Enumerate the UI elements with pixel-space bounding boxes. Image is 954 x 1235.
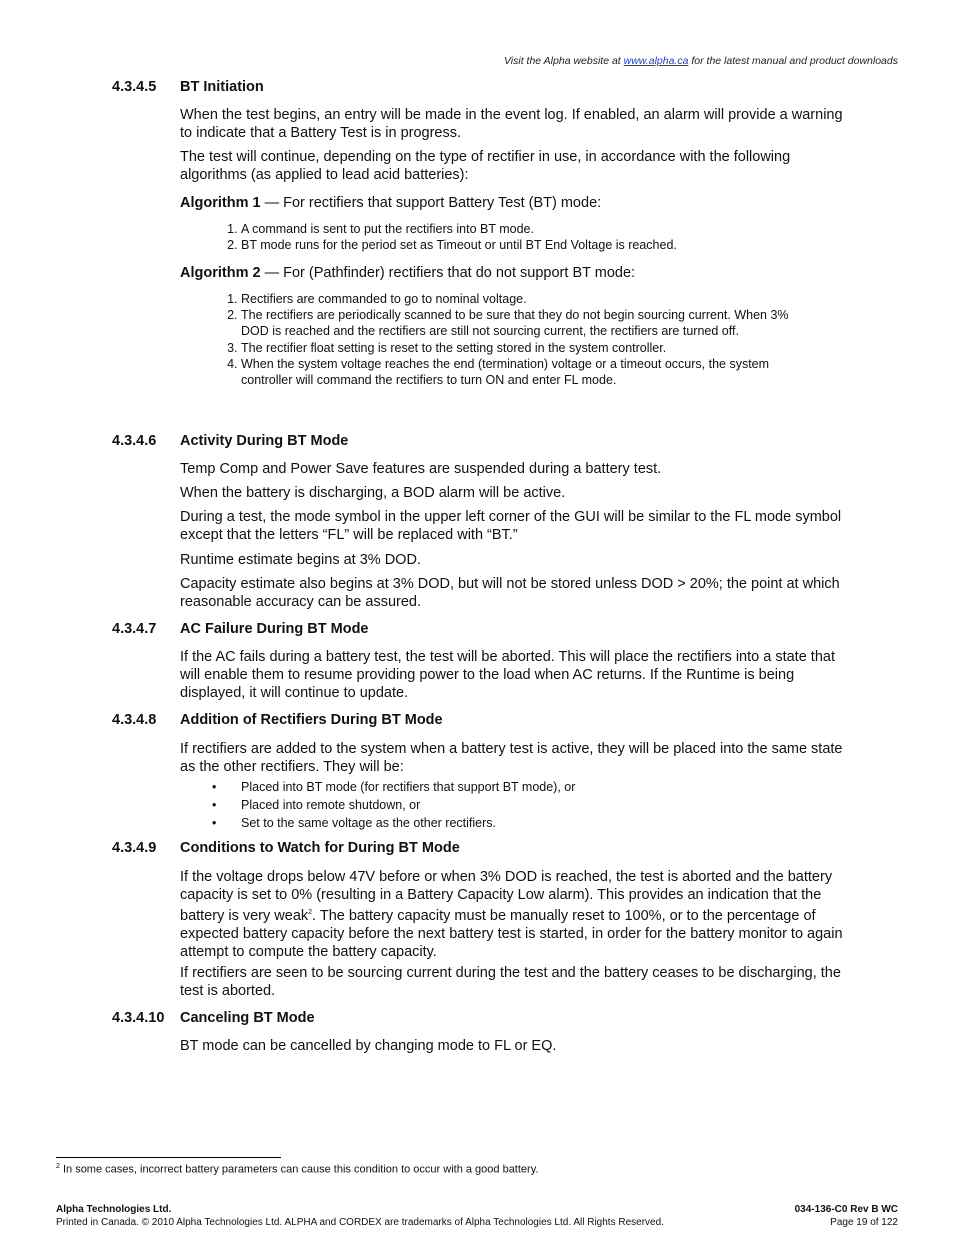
- algorithm-1-steps: [221, 221, 801, 253]
- section-number: 4.3.4.7: [112, 621, 157, 637]
- paragraph: [180, 868, 845, 961]
- footnote: [56, 1163, 538, 1176]
- paragraph-text: . The battery capacity must be manually reset to 100%, or to the percentage of expected battery capacity before the next battery test is started, in order for the battery monitor to again attempt to compute the battery capacity.: [180, 907, 843, 960]
- list-item: 1. Rectifiers are commanded to go to nominal voltage.: [241, 291, 801, 307]
- page-header: [504, 55, 898, 67]
- footnote-text: In some cases, incorrect battery parameters can cause this condition to occur with a good battery.: [59, 1163, 539, 1176]
- document-id: 034-136-C0 Rev B WC: [794, 1204, 898, 1215]
- section-heading-activity-during-bt: [112, 433, 348, 449]
- header-text-post: for the latest manual and product downloads: [688, 55, 898, 67]
- section-title: Canceling BT Mode: [180, 1010, 315, 1026]
- list-item: 2. BT mode runs for the period set as Timeout or until BT End Voltage is reached.: [241, 237, 801, 253]
- list-item: 2. The rectifiers are periodically scanned to be sure that they do not begin sourcing current. When 3% DOD is reached and the rectifiers are still not sourcing current, the rectifiers are turned off.: [241, 307, 801, 339]
- bullet-icon: •: [212, 780, 217, 794]
- page-number: Page 19 of 122: [830, 1216, 898, 1228]
- list-item: [212, 779, 792, 797]
- header-text-pre: Visit the Alpha website at: [503, 55, 624, 67]
- rectifier-states-list: [212, 779, 792, 833]
- list-item: 1. A command is sent to put the rectifiers into BT mode.: [241, 221, 801, 237]
- paragraph: Capacity estimate also begins at 3% DOD, but will not be stored unless DOD > 20%; the point at which reasonable accuracy can be assured.: [180, 576, 840, 610]
- paragraph-text: If the voltage drops below 47V before or when 3% DOD is reached, the test is aborted and the battery capacity is set to 0% (resulting in a Battery Capacity Low alarm). This provides an indication that the battery is very weak: [180, 869, 833, 924]
- footnote-reference[interactable]: 2: [308, 909, 313, 916]
- section-title: Conditions to Watch for During BT Mode: [180, 840, 460, 856]
- paragraph: The test will continue, depending on the type of rectifier in use, in accordance with the following algorithms (as applied to lead acid batteries):: [180, 149, 791, 183]
- algorithm-description: — For (Pathfinder) rectifiers that do not support BT mode:: [260, 265, 636, 281]
- algorithm-2-steps: [221, 291, 801, 388]
- list-item-text: Set to the same voltage as the other rectifiers.: [241, 816, 496, 830]
- paragraph: BT mode can be cancelled by changing mode to FL or EQ.: [180, 1038, 557, 1054]
- copyright-notice: Printed in Canada. © 2010 Alpha Technologies Ltd. ALPHA and CORDEX are trademarks of Alpha Technologies Ltd. All Rights Reserved.: [56, 1216, 664, 1228]
- footnote-divider: [56, 1157, 281, 1158]
- paragraph: If rectifiers are added to the system when a battery test is active, they will be placed into the same state as the other rectifiers. They will be:: [180, 741, 843, 775]
- company-name: Alpha Technologies Ltd.: [56, 1204, 172, 1215]
- section-number: 4.3.4.5: [112, 79, 157, 95]
- footnote-number: 2: [56, 1163, 60, 1170]
- section-number: 4.3.4.10: [112, 1010, 165, 1026]
- alpha-website-link[interactable]: www.alpha.ca: [623, 55, 689, 67]
- section-number: 4.3.4.9: [112, 840, 157, 856]
- list-item: 4. When the system voltage reaches the end (termination) voltage or a timeout occurs, the system controller will command the rectifiers to turn ON and enter FL mode.: [241, 356, 801, 388]
- section-title: Activity During BT Mode: [180, 433, 349, 449]
- paragraph: Temp Comp and Power Save features are suspended during a battery test.: [180, 461, 662, 477]
- list-item-text: Placed into remote shutdown, or: [241, 798, 421, 812]
- section-heading-bt-initiation: [112, 79, 264, 95]
- section-title: AC Failure During BT Mode: [180, 621, 369, 637]
- list-item-text: Placed into BT mode (for rectifiers that support BT mode), or: [241, 780, 576, 794]
- section-number: 4.3.4.8: [112, 712, 157, 728]
- algorithm-label: Algorithm 1: [180, 195, 261, 211]
- paragraph: During a test, the mode symbol in the upper left corner of the GUI will be similar to the FL mode symbol except that the letters “FL” will be replaced with “BT.”: [180, 509, 842, 543]
- section-heading-ac-failure: [112, 621, 369, 637]
- section-heading-canceling-bt: [112, 1010, 315, 1026]
- paragraph: Runtime estimate begins at 3% DOD.: [180, 552, 421, 568]
- algorithm-2-heading: [180, 264, 845, 282]
- section-title: Addition of Rectifiers During BT Mode: [180, 712, 443, 728]
- section-number: 4.3.4.6: [112, 433, 157, 449]
- page-footer-left: [56, 1204, 664, 1229]
- paragraph: When the test begins, an entry will be made in the event log. If enabled, an alarm will provide a warning to indicate that a Battery Test is in progress.: [180, 107, 843, 141]
- paragraph: If rectifiers are seen to be sourcing current during the test and the battery ceases to be discharging, the test is aborted.: [180, 965, 841, 999]
- algorithm-1-heading: [180, 194, 845, 212]
- paragraph: If the AC fails during a battery test, the test will be aborted. This will place the rectifiers into a state that will enable them to resume providing power to the load when AC returns. If the Runtime is being displayed, it will continue to update.: [180, 649, 835, 701]
- bullet-icon: •: [212, 816, 217, 830]
- section-heading-conditions-to-watch: [112, 840, 460, 856]
- list-item: 3. The rectifier float setting is reset to the setting stored in the system controller.: [241, 340, 801, 356]
- section-title: BT Initiation: [180, 79, 264, 95]
- algorithm-label: Algorithm 2: [180, 265, 261, 281]
- page-footer-right: [795, 1204, 898, 1229]
- list-item: [212, 797, 792, 815]
- algorithm-description: — For rectifiers that support Battery Test (BT) mode:: [260, 195, 602, 211]
- list-item: [212, 815, 792, 833]
- bullet-icon: •: [212, 798, 217, 812]
- paragraph: When the battery is discharging, a BOD alarm will be active.: [180, 485, 566, 501]
- section-heading-addition-of-rectifiers: [112, 712, 443, 728]
